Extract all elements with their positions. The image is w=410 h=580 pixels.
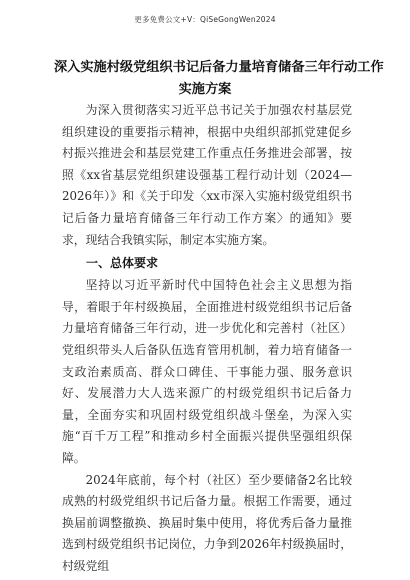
intro-paragraph: 为深入贯彻落实习近平总书记关于加强农村基层党组织建设的重要指示精神，根据中央组织部抓党建促乡村振兴推进会和基层党建工作重点任务推进会部署，按照《xx省基层党组织建设强基工程行动计划（2024—2026年）》和《关于印发〈xx市深入实施村级党组织书记后备力量培育储备三年行动工作方案〉的通知》要求，现结合我镇实际，制定本实施方案。 — [62, 103, 352, 247]
general-requirements-paragraph: 坚持以习近平新时代中国特色社会主义思想为指导，着眼于年村级换届，全面推进村级党组织书记后备力量培育储备三年行动，进一步优化和完善村（社区）党组织带头人后备队伍选育管用机制，着力培育储备一支政治素质高、群众口碑佳、干事能力强、服务意识好、发展潜力大人选来源广的村级党组织书记后备力量，全面夯实和巩固村级党组织战斗堡垒，为深入实施“百千万工程”和推动乡村全面振兴提供坚强组织保障。 — [62, 278, 352, 465]
section-heading-general-requirements: 一、总体要求 — [86, 256, 159, 271]
document-body — [62, 100, 352, 577]
targets-paragraph: 2024年底前，每个村（社区）至少要储备2名比较成熟的村级党组织书记后备力量。根据工作需要，通过换届前调整撤换、换届时集中使用，将优秀后备力量推选到村级党组织书记岗位，力争到2026年村级换届时，村级党组 — [62, 472, 352, 573]
document-title-line-2: 实施方案 — [178, 82, 232, 97]
document-title-line-1: 深入实施村级党组织书记后备力量培育储备三年行动工作 — [54, 60, 384, 75]
header-note: 更多免费公文+V：QiSeGongWen2024 — [134, 15, 276, 24]
